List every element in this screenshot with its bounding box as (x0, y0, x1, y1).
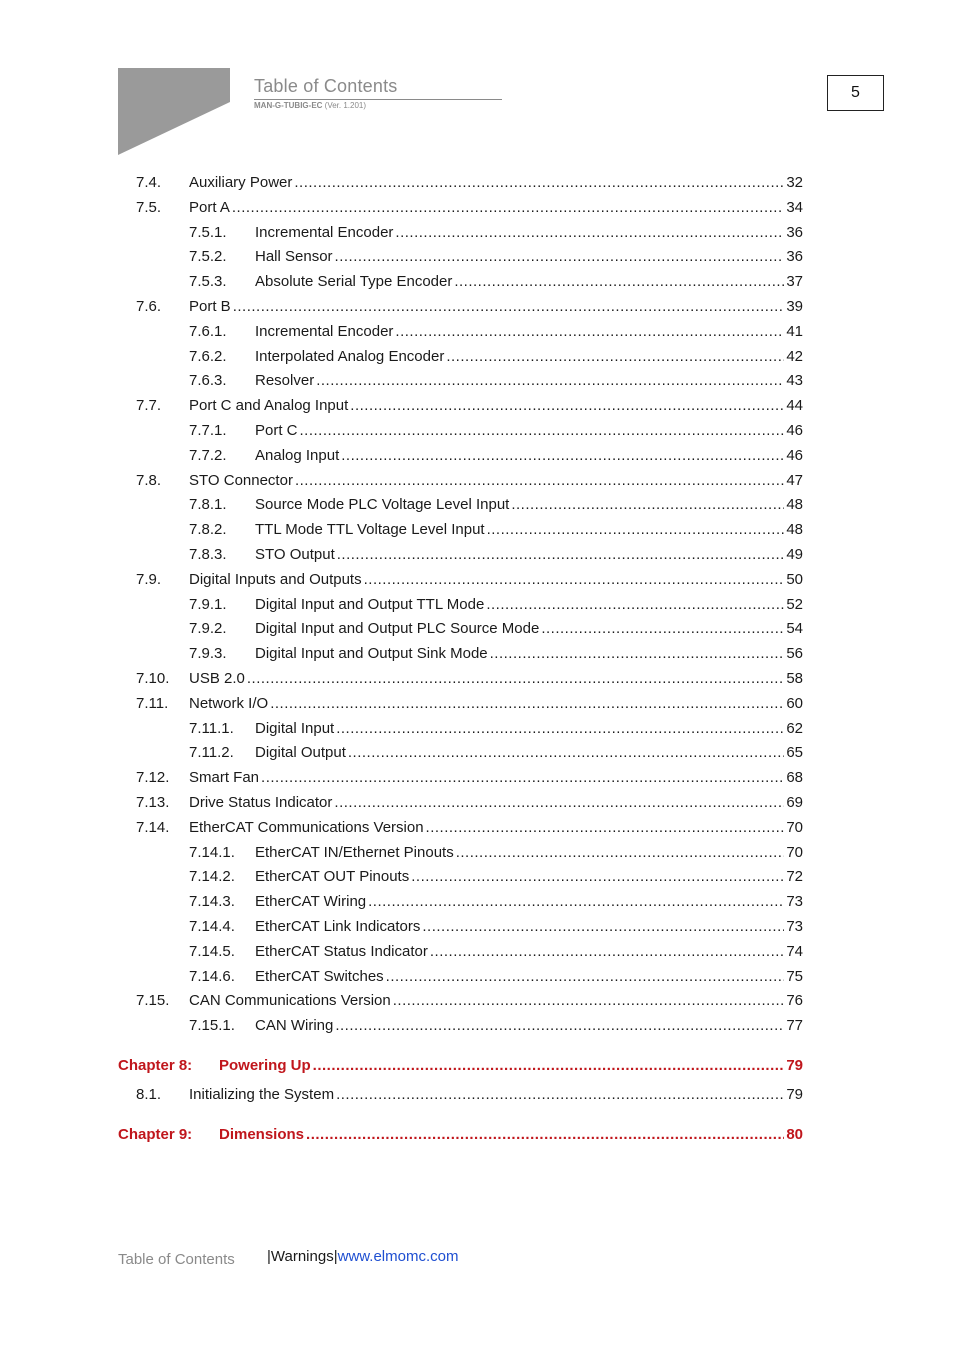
toc-entry[interactable] (0, 967, 954, 987)
toc-number: Chapter 9: (118, 1126, 193, 1143)
toc-chapter-entry[interactable] (0, 1056, 954, 1076)
toc-entry[interactable] (0, 843, 954, 863)
toc-title: Digital Inputs and Outputs (189, 571, 362, 588)
toc-dot-leader (386, 967, 785, 987)
toc-number: 7.14.3. (189, 893, 235, 910)
toc-entry[interactable] (0, 768, 954, 788)
toc-page-number: 79 (786, 1057, 803, 1074)
toc-page-number: 47 (786, 472, 803, 489)
toc-dot-leader (368, 892, 784, 912)
toc-entry[interactable] (0, 892, 954, 912)
toc-page-number: 73 (786, 918, 803, 935)
toc-title: EtherCAT Link Indicators (255, 918, 421, 935)
toc-title: Digital Input (255, 720, 335, 737)
toc-entry[interactable] (0, 669, 954, 689)
toc-title: EtherCAT IN/Ethernet Pinouts (255, 844, 454, 861)
toc-title: Interpolated Analog Encoder (255, 348, 445, 365)
toc-entry[interactable] (0, 173, 954, 193)
toc-page-number: 80 (786, 1126, 803, 1143)
toc-page-number: 79 (786, 1086, 803, 1103)
toc-number: 7.5.1. (189, 224, 227, 241)
page-number: 5 (827, 75, 884, 111)
toc-title: Port A (189, 199, 230, 216)
toc-page-number: 46 (786, 447, 803, 464)
toc-entry[interactable] (0, 917, 954, 937)
toc-dot-leader (294, 173, 784, 193)
toc-entry[interactable] (0, 347, 954, 367)
toc-entry[interactable] (0, 322, 954, 342)
toc-number: 7.6.2. (189, 348, 227, 365)
toc-page-number: 48 (786, 521, 803, 538)
toc-page-number: 41 (786, 323, 803, 340)
toc-dot-leader (348, 743, 784, 763)
toc-entry[interactable] (0, 272, 954, 292)
toc-entry[interactable] (0, 595, 954, 615)
toc-page-number: 65 (786, 744, 803, 761)
toc-entry[interactable] (0, 694, 954, 714)
toc-dot-leader (426, 818, 785, 838)
toc-page-number: 76 (786, 992, 803, 1009)
toc-number: 7.11. (136, 695, 169, 712)
toc-title: Digital Input and Output PLC Source Mode (255, 620, 540, 637)
toc-number: 7.11.2. (189, 744, 234, 761)
toc-entry[interactable] (0, 942, 954, 962)
toc-title: Absolute Serial Type Encoder (255, 273, 453, 290)
toc-dot-leader (270, 694, 784, 714)
toc-title: Resolver (255, 372, 315, 389)
toc-dot-leader (395, 223, 784, 243)
toc-title: Digital Input and Output TTL Mode (255, 596, 485, 613)
toc-dot-leader (411, 867, 784, 887)
toc-number: Chapter 8: (118, 1057, 193, 1074)
toc-page-number: 75 (786, 968, 803, 985)
toc-page-number: 77 (786, 1017, 803, 1034)
footer-links (267, 1248, 458, 1265)
toc-page-number: 37 (786, 273, 803, 290)
toc-number: 7.6.1. (189, 323, 227, 340)
toc-dot-leader (490, 644, 785, 664)
toc-number: 7.4. (136, 174, 162, 191)
toc-number: 7.5.3. (189, 273, 227, 290)
toc-page-number: 49 (786, 546, 803, 563)
toc-entry[interactable] (0, 719, 954, 739)
toc-page-number: 56 (786, 645, 803, 662)
toc-page-number: 72 (786, 868, 803, 885)
toc-entry[interactable] (0, 520, 954, 540)
toc-title: Drive Status Indicator (189, 794, 333, 811)
toc-number: 7.9. (136, 571, 162, 588)
toc-title: STO Output (255, 546, 335, 563)
toc-title: Dimensions (219, 1126, 305, 1143)
toc-page-number: 54 (786, 620, 803, 637)
header-doc-id (254, 101, 366, 110)
toc-page-number: 42 (786, 348, 803, 365)
toc-page-number: 62 (786, 720, 803, 737)
toc-page-number: 39 (786, 298, 803, 315)
toc-number: 7.9.1. (189, 596, 227, 613)
toc-title: Port C and Analog Input (189, 397, 349, 414)
toc-entry[interactable] (0, 223, 954, 243)
toc-entry[interactable] (0, 371, 954, 391)
toc-number: 7.6. (136, 298, 162, 315)
toc-dot-leader (247, 669, 784, 689)
toc-number: 7.9.3. (189, 645, 227, 662)
toc-entry[interactable] (0, 570, 954, 590)
toc-dot-leader (486, 595, 784, 615)
toc-dot-leader (335, 247, 785, 267)
toc-page-number: 44 (786, 397, 803, 414)
toc-number: 7.7. (136, 397, 162, 414)
toc-dot-leader (261, 768, 784, 788)
footer-section: Table of Contents (118, 1251, 235, 1268)
toc-number: 7.5. (136, 199, 162, 216)
toc-page-number: 73 (786, 893, 803, 910)
toc-number: 7.14.2. (189, 868, 235, 885)
toc-title: EtherCAT Status Indicator (255, 943, 428, 960)
toc-dot-leader (541, 619, 784, 639)
toc-title: Network I/O (189, 695, 269, 712)
toc-page-number: 34 (786, 199, 803, 216)
toc-dot-leader (430, 942, 784, 962)
toc-number: 7.14.5. (189, 943, 235, 960)
toc-title: Powering Up (219, 1057, 311, 1074)
doc-code: MAN-G-TUBIG-EC (254, 101, 323, 110)
toc-dot-leader (422, 917, 784, 937)
toc-title: USB 2.0 (189, 670, 245, 687)
footer-separator: | (267, 1248, 271, 1265)
toc-title: Smart Fan (189, 769, 260, 786)
toc-title: CAN Wiring (255, 1017, 334, 1034)
toc-dot-leader (316, 371, 784, 391)
toc-entry[interactable] (0, 1016, 954, 1036)
toc-title: EtherCAT Wiring (255, 893, 367, 910)
toc-title: EtherCAT Communications Version (189, 819, 424, 836)
toc-title: Auxiliary Power (189, 174, 293, 191)
toc-page-number: 68 (786, 769, 803, 786)
toc-page-number: 32 (786, 174, 803, 191)
toc-number: 7.12. (136, 769, 170, 786)
toc-number: 7.14.4. (189, 918, 235, 935)
toc-title: Digital Output (255, 744, 346, 761)
toc-page-number: 36 (786, 248, 803, 265)
header-title: Table of Contents (254, 76, 398, 96)
toc-number: 7.15.1. (189, 1017, 235, 1034)
toc-dot-leader (336, 1085, 784, 1105)
toc-title: EtherCAT Switches (255, 968, 384, 985)
toc-entry[interactable] (0, 396, 954, 416)
toc-dot-leader (233, 297, 785, 317)
toc-dot-leader (454, 272, 784, 292)
toc-number: 7.8.3. (189, 546, 227, 563)
toc-number: 8.1. (136, 1086, 162, 1103)
toc-title: Incremental Encoder (255, 224, 394, 241)
toc-title: TTL Mode TTL Voltage Level Input (255, 521, 485, 538)
toc-entry[interactable] (0, 793, 954, 813)
toc-page-number: 48 (786, 496, 803, 513)
toc-entry[interactable] (0, 991, 954, 1011)
toc-number: 7.7.2. (189, 447, 227, 464)
toc-number: 7.14.1. (189, 844, 235, 861)
toc-dot-leader (395, 322, 784, 342)
toc-entry[interactable] (0, 471, 954, 491)
toc-page-number: 46 (786, 422, 803, 439)
toc-page-number: 69 (786, 794, 803, 811)
toc-number: 7.15. (136, 992, 170, 1009)
footer-warnings-link[interactable]: Warnings (270, 1248, 334, 1265)
toc-title: Initializing the System (189, 1086, 335, 1103)
toc-title: STO Connector (189, 472, 293, 489)
header-rule (254, 99, 502, 100)
toc-number: 7.5.2. (189, 248, 227, 265)
toc-page-number: 60 (786, 695, 803, 712)
toc-page-number: 50 (786, 571, 803, 588)
toc-dot-leader (446, 347, 784, 367)
toc-dot-leader (337, 545, 785, 565)
toc-number: 7.8.2. (189, 521, 227, 538)
toc-page-number: 58 (786, 670, 803, 687)
toc-entry[interactable] (0, 644, 954, 664)
toc-entry[interactable] (0, 1085, 954, 1105)
toc-entry[interactable] (0, 297, 954, 317)
doc-version: (Ver. 1.201) (324, 101, 367, 110)
toc-number: 7.8. (136, 472, 162, 489)
toc-number: 7.14. (136, 819, 170, 836)
toc-dot-leader (295, 471, 784, 491)
toc-number: 7.7.1. (189, 422, 227, 439)
toc-entry[interactable] (0, 198, 954, 218)
toc-entry[interactable] (0, 247, 954, 267)
toc-dot-leader (232, 198, 784, 218)
toc-page-number: 43 (786, 372, 803, 389)
toc-title: Port C (255, 422, 298, 439)
toc-page-number: 74 (786, 943, 803, 960)
toc-dot-leader (487, 520, 785, 540)
toc-page-number: 70 (786, 819, 803, 836)
toc-entry[interactable] (0, 446, 954, 466)
toc-title: Hall Sensor (255, 248, 333, 265)
footer-website-link[interactable]: www.elmomc.com (337, 1248, 459, 1265)
toc-page-number: 70 (786, 844, 803, 861)
toc-dot-leader (364, 570, 785, 590)
toc-title: Port B (189, 298, 231, 315)
toc-number: 7.11.1. (189, 720, 234, 737)
toc-entry[interactable] (0, 421, 954, 441)
toc-entry[interactable] (0, 818, 954, 838)
toc-number: 7.13. (136, 794, 170, 811)
toc-dot-leader (306, 1125, 784, 1145)
toc-dot-leader (456, 843, 785, 863)
toc-dot-leader (334, 793, 784, 813)
footer-separator: | (333, 1248, 338, 1265)
toc-title: EtherCAT OUT Pinouts (255, 868, 410, 885)
toc-entry[interactable] (0, 743, 954, 763)
toc-entry[interactable] (0, 545, 954, 565)
toc-number: 7.6.3. (189, 372, 227, 389)
toc-number: 7.14.6. (189, 968, 235, 985)
logo-graphic (118, 68, 230, 155)
toc-number: 7.10. (136, 670, 170, 687)
toc-page-number: 52 (786, 596, 803, 613)
toc-entry[interactable] (0, 619, 954, 639)
toc-dot-leader (336, 719, 784, 739)
toc-title: Digital Input and Output Sink Mode (255, 645, 488, 662)
toc-page-number: 36 (786, 224, 803, 241)
toc-title: Source Mode PLC Voltage Level Input (255, 496, 510, 513)
toc-dot-leader (350, 396, 784, 416)
toc-dot-leader (313, 1056, 785, 1076)
toc-number: 7.9.2. (189, 620, 227, 637)
toc-dot-leader (393, 991, 785, 1011)
toc-title: Incremental Encoder (255, 323, 394, 340)
toc-title: CAN Communications Version (189, 992, 391, 1009)
toc-dot-leader (511, 495, 784, 515)
toc-number: 7.8.1. (189, 496, 227, 513)
toc-dot-leader (341, 446, 784, 466)
toc-title: Analog Input (255, 447, 340, 464)
toc-entry[interactable] (0, 867, 954, 887)
toc-dot-leader (335, 1016, 784, 1036)
toc-entry[interactable] (0, 495, 954, 515)
toc-chapter-entry[interactable] (0, 1125, 954, 1145)
toc-dot-leader (300, 421, 785, 441)
